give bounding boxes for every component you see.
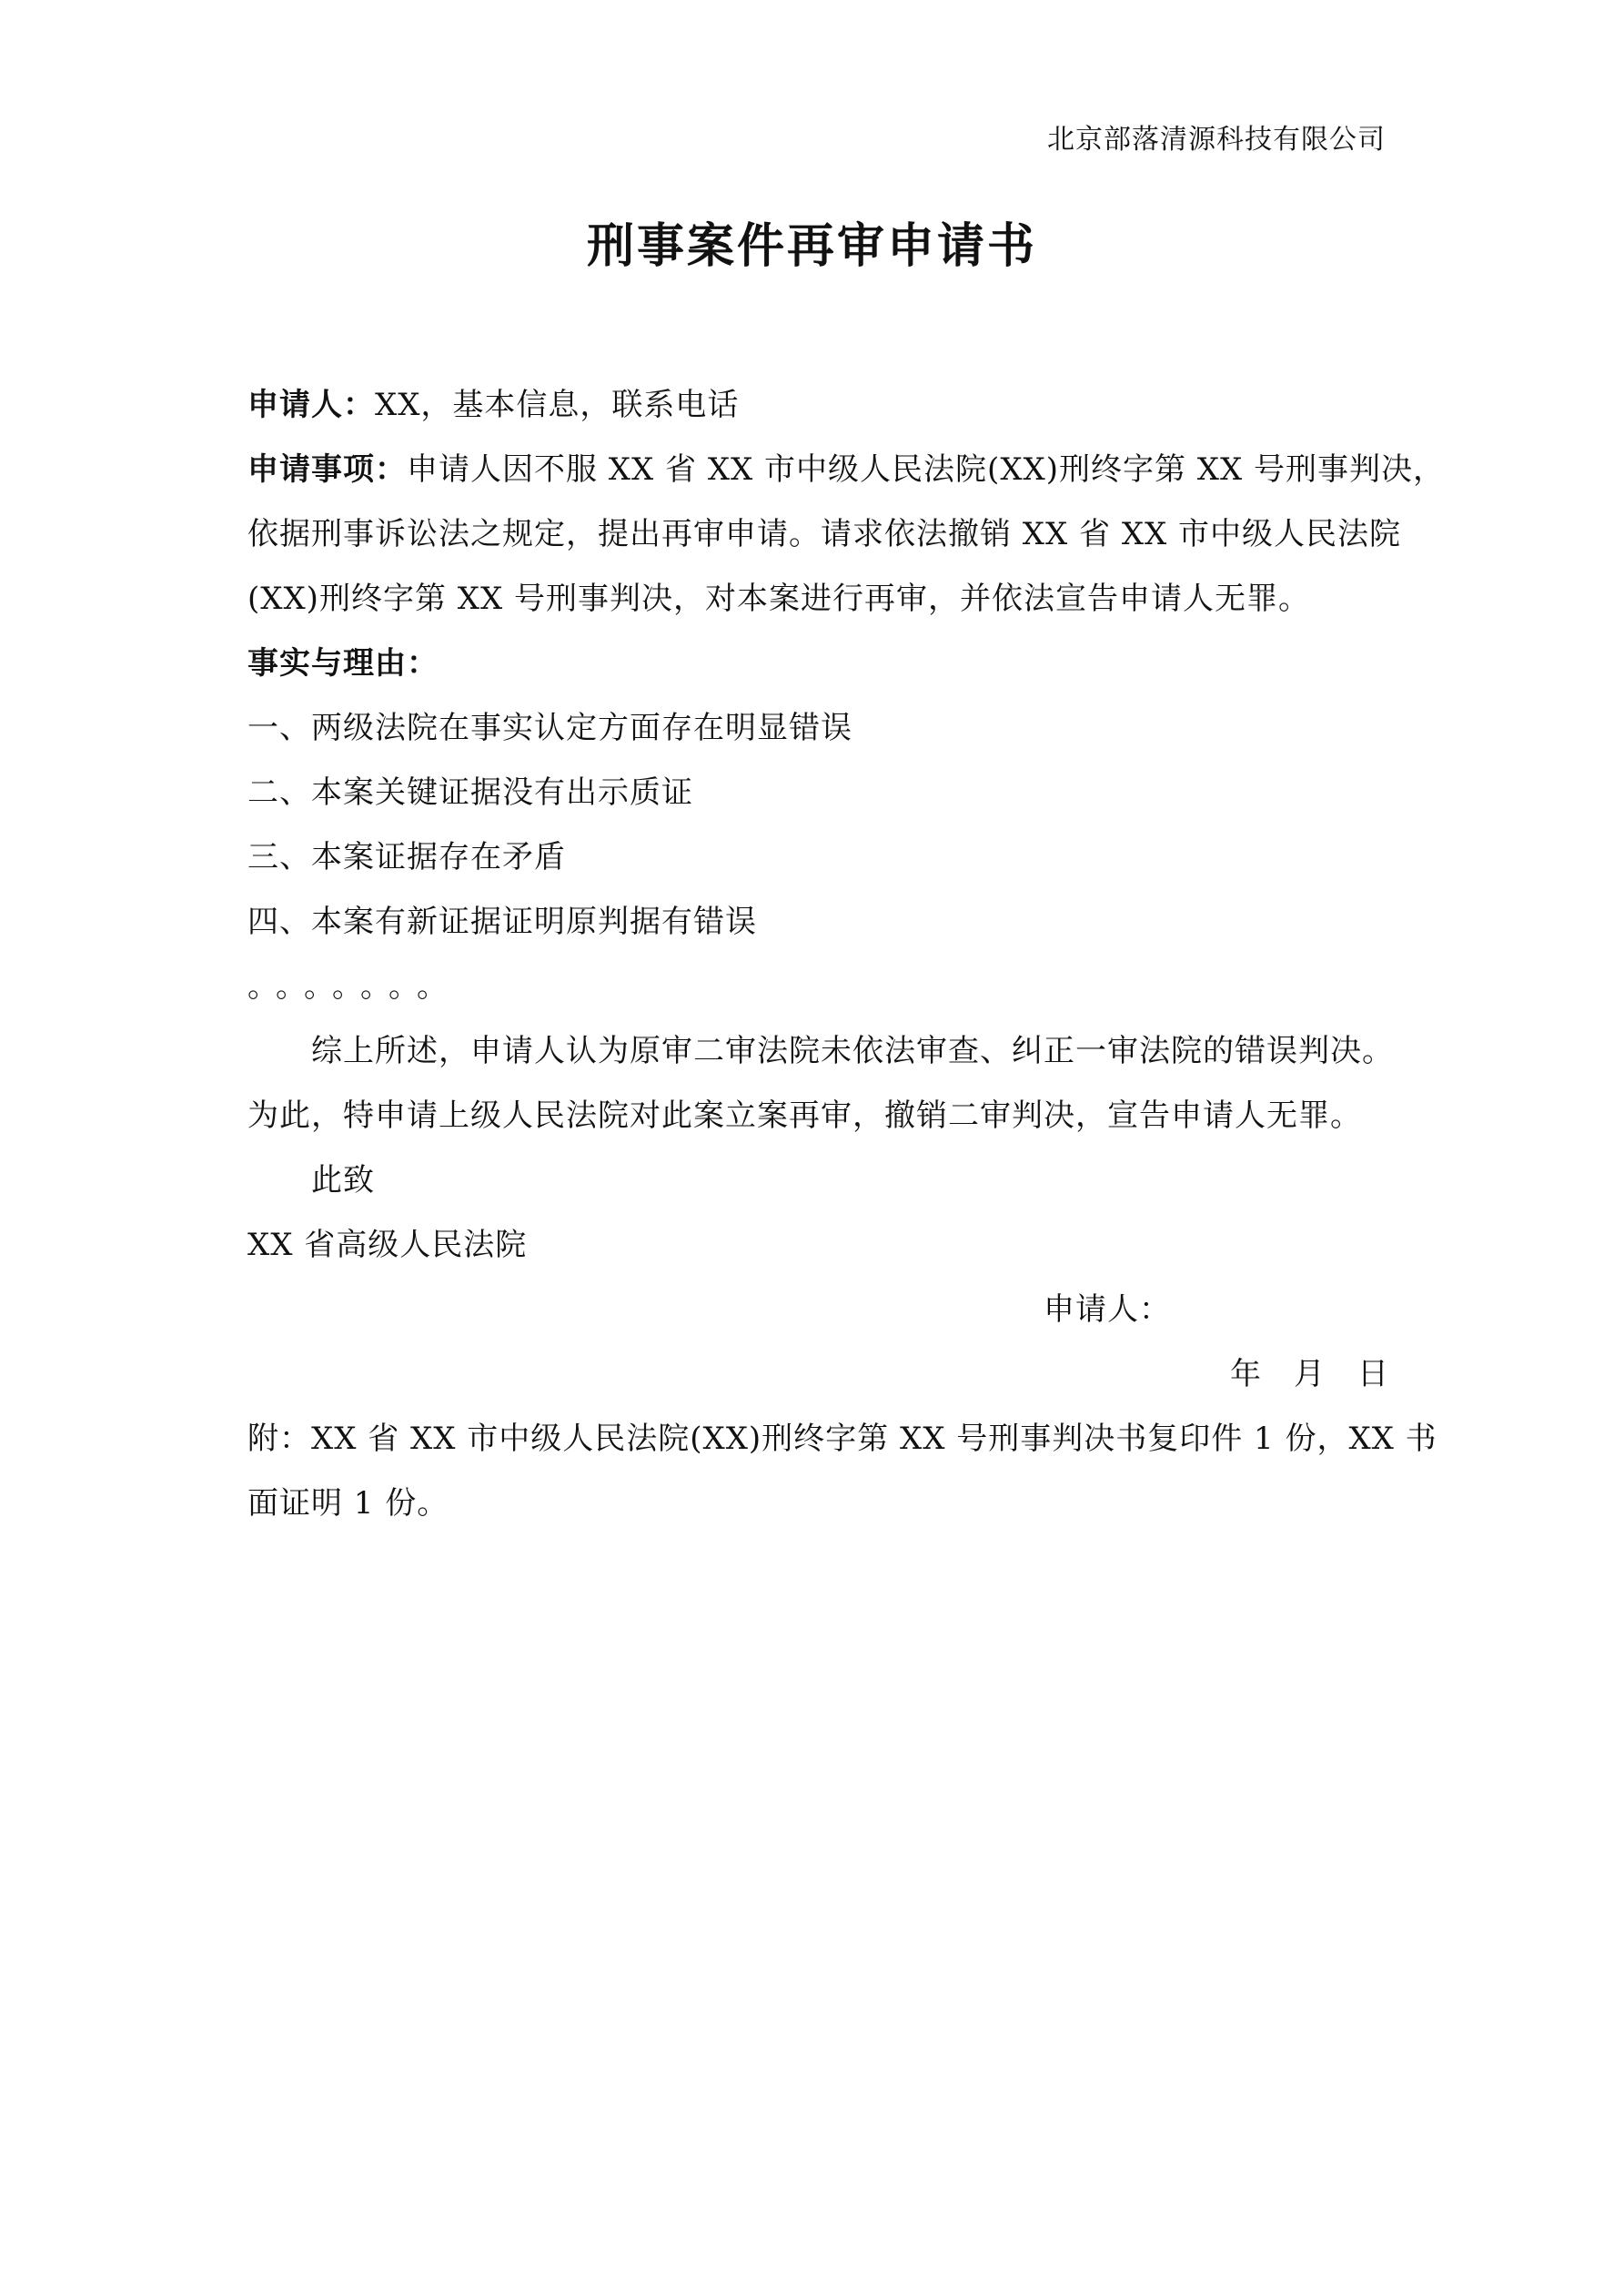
applicant-label: 申请人：	[247, 387, 375, 423]
applicant-line	[247, 373, 1389, 438]
recipient: XX 省高级人民法院	[247, 1227, 528, 1263]
conclusion-line-2: 为此，特申请上级人民法院对此案立案再审，撤销二审判决，宣告申请人无罪。	[247, 1097, 1362, 1134]
facts-item-2: 二、本案关键证据没有出示质证	[247, 774, 693, 811]
date-line: 年 月 日	[1230, 1356, 1389, 1392]
facts-item-4: 四、本案有新证据证明原判据有错误	[247, 904, 757, 940]
attachment-line-2: 面证明 1 份。	[247, 1485, 449, 1522]
request-text-1: 申请人因不服 XX 省 XX 市中级人民法院(XX)刑终字第 XX 号刑事判决，	[407, 451, 1446, 488]
attachment-line-1: 附：XX 省 XX 市中级人民法院(XX)刑终字第 XX 号刑事判决书复印件 1 份，XX 书	[247, 1421, 1437, 1457]
request-line-2: 依据刑事诉讼法之规定，提出再审申请。请求依法撤销 XX 省 XX 市中级人民法院	[247, 516, 1402, 552]
applicant-value: XX，基本信息，联系电话	[375, 387, 740, 423]
document-title: 刑事案件再审申请书	[586, 219, 1037, 274]
ellipsis-line: 。。。。。。。	[247, 968, 460, 1005]
facts-item-3: 三、本案证据存在矛盾	[247, 839, 566, 875]
conclusion-line-1: 综上所述，申请人认为原审二审法院未依法审查、纠正一审法院的错误判决。	[311, 1033, 1394, 1069]
facts-heading: 事实与理由：	[247, 645, 439, 682]
company-name: 北京部落清源科技有限公司	[1047, 124, 1386, 156]
salutation: 此致	[311, 1162, 375, 1199]
request-label: 申请事项：	[247, 451, 407, 488]
facts-item-1: 一、两级法院在事实认定方面存在明显错误	[247, 710, 852, 746]
signature-label: 申请人：	[1044, 1291, 1171, 1328]
document-body	[247, 373, 1446, 1536]
request-line-1	[247, 438, 1446, 502]
request-line-3: (XX)刑终字第 XX 号刑事判决，对本案进行再审，并依法宣告申请人无罪。	[247, 581, 1310, 617]
